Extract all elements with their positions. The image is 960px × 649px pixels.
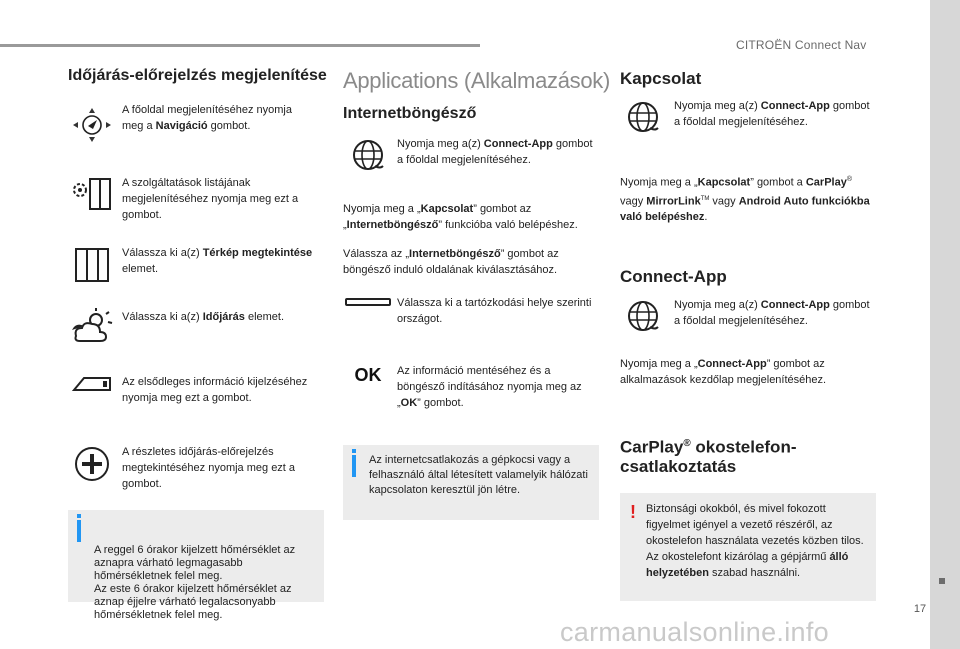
applications-title: Applications (Alkalmazások): [343, 68, 611, 93]
step-row: [68, 102, 324, 148]
connect-app-title: Connect-App: [620, 267, 727, 286]
connect-app-icon: [620, 297, 666, 335]
warning-note: ! Biztonsági okokból, és mivel fokozott figyelmet igényel a vezető részéről, az okostelefon használata vezetés közben tilos. Az okostelefont kizárólag a gépjármű álló helyzetében szabad használni.: [620, 493, 876, 601]
side-margin-bar: [930, 0, 960, 649]
step-row: [68, 306, 324, 346]
step-row: [343, 136, 599, 174]
info-note: Az internetcsatlakozás a gépkocsi vagy a felhasználó által létesített valamelyik hálózati kapcsolaton keresztül jön létre.: [343, 445, 599, 520]
info-icon: [77, 520, 81, 542]
ok-button-icon: OK: [354, 365, 382, 385]
info-note: A reggel 6 órakor kijelzett hőmérséklet az aznapra várható legmagasabb hőmérsékletnek felel meg. Az este 6 órakor kijelzett hőmérséklet az aznap éjjelre várható legalacsonyabb hőmérsékletnek felel meg.: [68, 510, 324, 602]
step-text: A szolgáltatások listájának megjelenítéséhez nyomja meg ezt a gombot.: [122, 177, 299, 221]
primary-info-icon: [68, 374, 116, 394]
weather-section-title: Időjárás-előrejelzés megjelenítése: [68, 67, 327, 84]
step-row: [620, 297, 876, 335]
step-text: Nyomja meg a(z) Connect-App gombot a főoldal megjelenítéséhez.: [397, 138, 593, 166]
step-text: Válassza ki a(z) Időjárás elemet.: [122, 311, 285, 323]
header-title: CITROËN Connect Nav: [736, 38, 867, 52]
connect-app-icon: [620, 98, 666, 136]
paragraph: Nyomja meg a „Kapcsolat” gombot az „Internetböngésző” funkcióba való belépéshez.: [343, 203, 578, 231]
step-text: Az információ mentéséhez és a böngésző indításához nyomja meg az „OK” gombot.: [397, 365, 582, 409]
country-flag-icon: [343, 295, 393, 306]
page-number: 17: [913, 603, 927, 615]
step-text: A részletes időjárás-előrejelzés megtekintéséhez nyomja meg ezt a gombot.: [122, 446, 296, 490]
weather-icon: [68, 306, 116, 346]
step-row: [68, 444, 324, 492]
paragraph: Nyomja meg a „Kapcsolat” gombot a CarPlay® vagy MirrorLink™ vagy Android Auto funkciókba való belépéshez.: [620, 176, 870, 224]
step-row: [68, 175, 324, 223]
step-row: [68, 374, 324, 406]
step-row: [68, 245, 324, 285]
top-rule: [0, 44, 480, 47]
info-icon: [352, 455, 356, 477]
plus-circle-icon: [68, 444, 116, 484]
watermark: carmanualsonline.info: [560, 617, 829, 647]
paragraph: Válassza az „Internetböngésző” gombot az böngésző induló oldalának kiválasztásához.: [343, 248, 559, 276]
warning-icon: !: [630, 502, 636, 522]
step-text: Nyomja meg a(z) Connect-App gombot a főoldal megjelenítéséhez.: [674, 100, 870, 128]
map-view-icon: [68, 245, 116, 285]
connect-app-icon: [343, 136, 393, 174]
side-marker: [939, 578, 945, 584]
carplay-title: CarPlay® okostelefon-csatlakoztatás: [620, 437, 797, 476]
browser-subtitle: Internetböngésző: [343, 105, 477, 122]
step-text: Válassza ki a(z) Térkép megtekintése elemet.: [122, 247, 313, 275]
step-row: [343, 363, 599, 411]
navigation-compass-icon: [68, 102, 116, 148]
paragraph: Nyomja meg a „Connect-App” gombot az alkalmazások kezdőlap megjelenítéséhez.: [620, 358, 827, 386]
connection-title: Kapcsolat: [620, 69, 702, 88]
step-text: Az elsődleges információ kijelzéséhez nyomja meg ezt a gombot.: [122, 376, 308, 404]
step-text: A főoldal megjelenítéséhez nyomja meg a Navigáció gombot.: [122, 104, 292, 132]
step-row: [620, 98, 876, 136]
step-text: Válassza ki a tartózkodási helye szerinti országot.: [397, 297, 592, 325]
step-text: Nyomja meg a(z) Connect-App gombot a főoldal megjelenítéséhez.: [674, 299, 870, 327]
services-list-icon: [68, 175, 116, 215]
step-row: [343, 295, 599, 327]
